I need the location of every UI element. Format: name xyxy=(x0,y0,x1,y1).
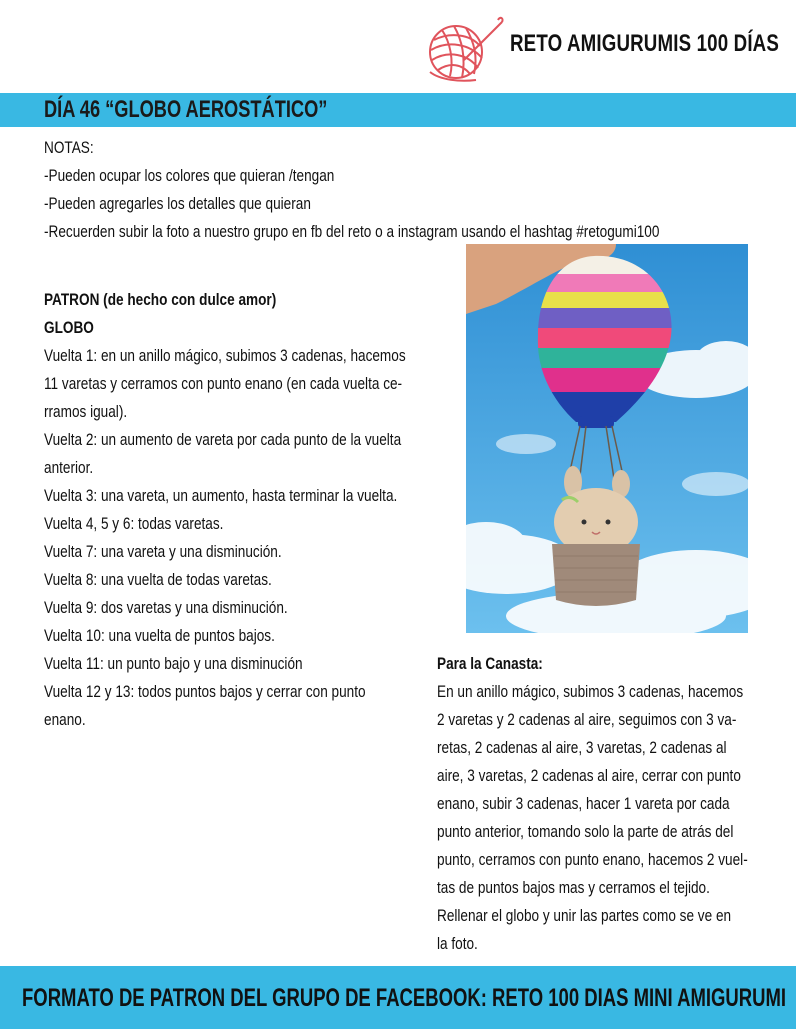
canasta-line: enano, subir 3 cadenas, hacer 1 vareta por cada xyxy=(437,794,730,813)
pattern-line: Vuelta 8: una vuelta de todas varetas. xyxy=(44,570,272,589)
pattern-line: Vuelta 1: en un anillo mágico, subimos 3 cadenas, hacemos xyxy=(44,346,406,365)
page-title: DÍA 46 “GLOBO AEROSTÁTICO” xyxy=(44,96,328,123)
pattern-line: Vuelta 9: dos varetas y una disminución. xyxy=(44,598,288,617)
pattern-line: enano. xyxy=(44,710,86,729)
pattern-line: Vuelta 11: un punto bajo y una disminución xyxy=(44,654,303,673)
pattern-line: Vuelta 10: una vuelta de puntos bajos. xyxy=(44,626,275,645)
canasta-section xyxy=(437,650,796,958)
canasta-line: tas de puntos bajos mas y cerramos el tejido. xyxy=(437,878,710,897)
pattern-line: Vuelta 7: una vareta y una disminución. xyxy=(44,542,282,561)
pattern-heading: PATRON (de hecho con dulce amor) xyxy=(44,290,277,309)
footer-text: FORMATO DE PATRON DEL GRUPO DE FACEBOOK: RETO 100 DIAS MINI AMIGURUMI xyxy=(22,984,787,1012)
pattern-line: 11 varetas y cerramos con punto enano (en cada vuelta ce- xyxy=(44,374,403,393)
pattern-line: anterior. xyxy=(44,458,94,477)
yarn-ball-crochet-hook-icon xyxy=(420,14,506,86)
notes-section xyxy=(44,134,796,246)
canasta-line: Rellenar el globo y unir las partes como se ve en xyxy=(437,906,732,925)
pattern-subheading: GLOBO xyxy=(44,318,94,337)
pattern-line: Vuelta 3: una vareta, un aumento, hasta terminar la vuelta. xyxy=(44,486,398,505)
canasta-line: punto anterior, tomando solo la parte de atrás del xyxy=(437,822,734,841)
canasta-line: En un anillo mágico, subimos 3 cadenas, hacemos xyxy=(437,682,744,701)
note-item: -Pueden agregarles los detalles que quieran xyxy=(44,194,311,213)
pattern-line: rramos igual). xyxy=(44,402,128,421)
crochet-hot-air-balloon-photo xyxy=(466,244,748,633)
canasta-line: aire, 3 varetas, 2 cadenas al aire, cerrar con punto xyxy=(437,766,741,785)
note-item: -Recuerden subir la foto a nuestro grupo en fb del reto o a instagram usando el hashtag #retogumi100 xyxy=(44,222,660,241)
site-title: RETO AMIGURUMIS 100 DÍAS xyxy=(510,30,779,57)
notes-heading: NOTAS: xyxy=(44,138,94,157)
canasta-line: punto, cerramos con punto enano, hacemos 2 vuel- xyxy=(437,850,748,869)
canasta-line: la foto. xyxy=(437,934,478,953)
canasta-line: retas, 2 cadenas al aire, 3 varetas, 2 cadenas al xyxy=(437,738,727,757)
pattern-section xyxy=(44,286,464,734)
pattern-line: Vuelta 4, 5 y 6: todas varetas. xyxy=(44,514,224,533)
canasta-line: 2 varetas y 2 cadenas al aire, seguimos con 3 va- xyxy=(437,710,737,729)
canasta-heading: Para la Canasta: xyxy=(437,654,543,673)
note-item: -Pueden ocupar los colores que quieran /tengan xyxy=(44,166,335,185)
pattern-line: Vuelta 2: un aumento de vareta por cada punto de la vuelta xyxy=(44,430,402,449)
pattern-line: Vuelta 12 y 13: todos puntos bajos y cerrar con punto xyxy=(44,682,366,701)
